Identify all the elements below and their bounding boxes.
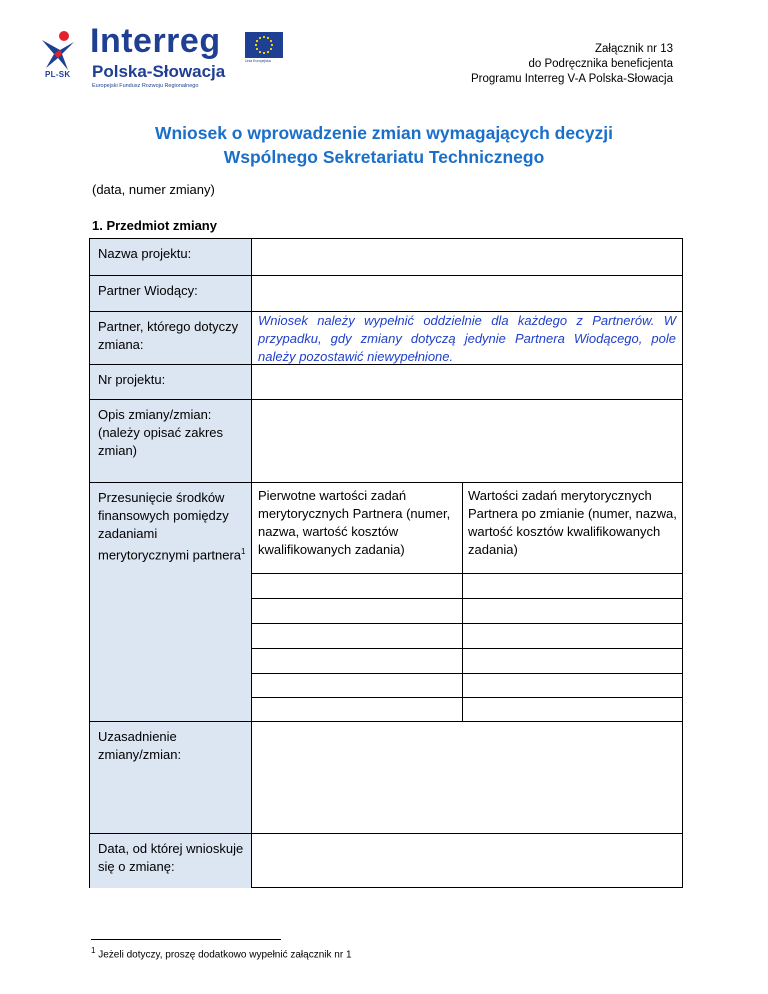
title-line: Wspólnego Sekretariatu Technicznego: [223, 147, 545, 167]
label-fund-shift-text: Przesunięcie środków finansowych pomiędzy zadaniami merytorycznymi partnera: [98, 490, 242, 563]
eu-flag-icon: [245, 32, 283, 58]
label-justification: Uzasadnienie zmiany/zmian:: [90, 722, 252, 834]
footnote-ref: 1: [241, 547, 246, 556]
col-original-values: Pierwotne wartości zadań merytorycznych Partnera (numer, nazwa, wartość kosztów kwalifikowanych zadania): [258, 488, 451, 557]
footnote-text: Jeżeli dotyczy, proszę dodatkowo wypełnić załącznik nr 1: [98, 949, 352, 961]
attachment-header: [471, 42, 673, 87]
description-field[interactable]: [253, 400, 682, 482]
title-line: Wniosek o wprowadzenie zmian wymagających decyzji: [154, 123, 614, 143]
logo-title: Interreg: [90, 22, 221, 60]
label-description: Opis zmiany/zmian: (należy opisać zakres zmian): [90, 400, 252, 483]
date-number-line: (data, numer zmiany): [92, 182, 215, 197]
logo-badge: PL-SK: [45, 70, 71, 79]
logo-subtitle: Polska-Słowacja: [92, 62, 226, 81]
logo-fund-text: Europejski Fundusz Rozwoju Regionalnego: [92, 83, 199, 89]
document-title: [0, 121, 768, 169]
footnote-number: 1: [91, 946, 96, 955]
section-title: 1. Przedmiot zmiany: [92, 218, 217, 233]
label-lead-partner: Partner Wiodący:: [90, 276, 252, 312]
label-fund-shift: [90, 483, 252, 722]
label-project-name: Nazwa projektu:: [90, 239, 252, 276]
label-project-number: Nr projektu:: [90, 365, 252, 400]
eu-label: Unia Europejska: [245, 59, 271, 63]
justification-field[interactable]: [253, 722, 682, 833]
label-date-from: Data, od której wnioskuje się o zmianę:: [90, 834, 252, 888]
change-form-table: [89, 238, 683, 888]
interreg-logo: [38, 22, 298, 92]
project-name-field[interactable]: [253, 239, 682, 275]
lead-partner-field[interactable]: [253, 276, 682, 311]
footnote: [91, 946, 352, 960]
header-line: do Podręcznika beneficjenta: [528, 58, 673, 70]
header-line: Programu Interreg V-A Polska-Słowacja: [471, 73, 673, 85]
footnote-divider: [91, 939, 281, 940]
header-line: Załącznik nr 13: [595, 43, 673, 55]
col-values-after-change: Wartości zadań merytorycznych Partnera po zmianie (numer, nazwa, wartość kosztów kwalifikowanych zadania): [468, 488, 677, 557]
date-from-field[interactable]: [253, 834, 682, 887]
partner-note: Wniosek należy wypełnić oddzielnie dla każdego z Partnerów. W przypadku, gdy zmiany dotyczą jedynie Partnera Wiodącego, pole należy pozostawić niewypełnione.: [258, 313, 676, 364]
project-number-field[interactable]: [253, 365, 682, 399]
label-partner: Partner, którego dotyczy zmiana:: [90, 312, 252, 365]
